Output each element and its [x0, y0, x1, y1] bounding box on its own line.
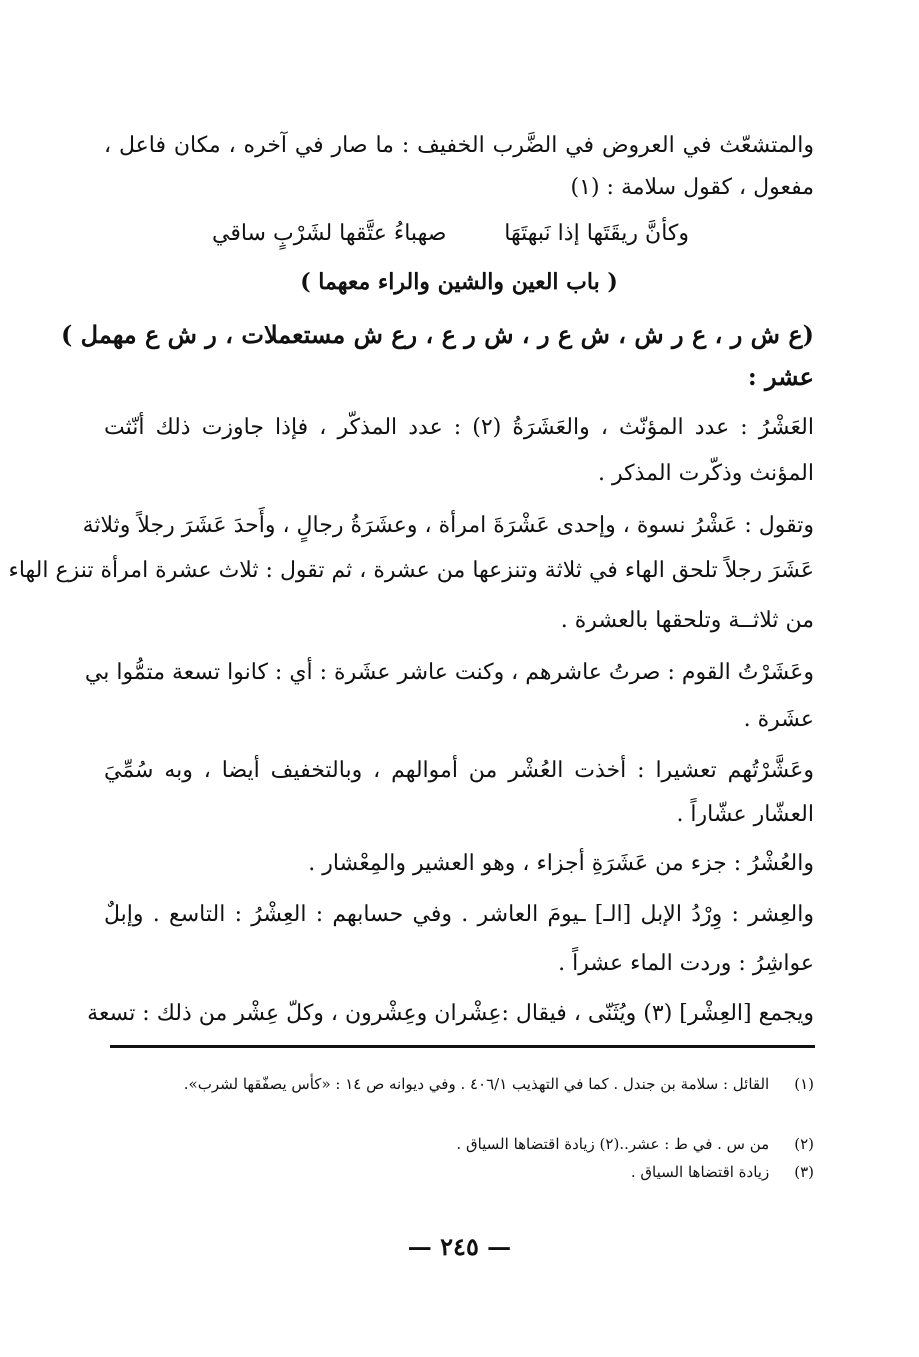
text-line: والمتشعّث في العروض في الضَّرب الخفيف : ما صار في آخره ، مكان فاعل ،	[104, 133, 814, 158]
text-line: ويجمع [العِشْر] (٣) ويُثَنّى ، فيقال :عِشْران وعِشْرون ، وكلّ عِشْر من ذلك : تسعة	[87, 1001, 814, 1026]
roots-line: (ع ش ر ، ع ر ش ، ش ع ر ، ش ر ع ، رع ش مستعملات ، ر ش ع مهمل )	[60, 320, 814, 349]
text-line: من ثلاثــة وتلحقها بالعشرة .	[560, 608, 814, 633]
footnote-text: من س . في ط : عشر..(٢) زيادة اقتضاها السياق .	[456, 1135, 770, 1153]
text-line: العشّار عشّاراً .	[676, 802, 814, 827]
footnote-number: (١)	[794, 1075, 814, 1093]
text-line: العَشْرُ : عدد المؤنّث ، والعَشَرَةُ (٢) : عدد المذكّر ، فإذا جاوزت ذلك أنّثت	[104, 415, 814, 440]
entry-heading: عشر :	[747, 362, 814, 391]
footnote-text: زيادة اقتضاها السياق .	[630, 1163, 770, 1181]
footnote-number: (٢)	[794, 1135, 814, 1153]
footnote-1	[104, 1072, 814, 1096]
footnote-text: القائل : سلامة بن جندل . كما في التهذيب ٤٠٦/١ . وفي ديوانه ص ١٤ : «كأس يصفّقها لشرب».	[183, 1075, 770, 1093]
text-line: عشَرة .	[743, 707, 814, 732]
page-number: — ٢٤٥ —	[407, 1232, 512, 1261]
text-line: المؤنث وذكّرت المذكر .	[597, 461, 814, 486]
text-line: وعَشَرْتُ القوم : صرتُ عاشرهم ، وكنت عاشر عشَرة : أي : كانوا تسعة متمُّوا بي	[84, 660, 814, 685]
footnote-3	[104, 1160, 814, 1184]
text-line: وعَشَّرْتُهم تعشيرا : أخذت العُشْر من أموالهم ، وبالتخفيف أيضا ، وبه سُمِّيَ	[104, 758, 814, 783]
text-line: عَشَرَ رجلاً تلحق الهاء في ثلاثة وتنزعها من عشرة ، ثم تقول : ثلاث عشرة امرأة تنزع الهاء	[8, 558, 814, 583]
text-line: عواشِرُ : وردت الماء عشراً .	[558, 951, 814, 976]
text-line: وتقول : عَشْرُ نسوة ، وإحدى عَشْرَةَ امرأة ، وعشَرَةُ رجالٍ ، وأَحدَ عَشَرَ رجلاً وثلاثة	[82, 513, 814, 538]
verse-hemistich-left: صهباءُ عتَّقها لشَرْبٍ ساقي	[212, 221, 447, 246]
chapter-title: ( باب العين والشين والراء معهما )	[300, 269, 618, 295]
footnote-separator	[110, 1045, 815, 1048]
verse-hemistich-right: وكأنَّ ريقَتَها إذا نَبهتَهَا	[504, 221, 689, 246]
footnote-number: (٣)	[794, 1163, 814, 1181]
text-line: والعِشر : وِرْدُ الإبل [الـ] ـيومَ العاشر . وفي حسابهم : العِشْرُ : التاسع . وإبلٌ	[104, 902, 814, 927]
footnote-2	[104, 1132, 814, 1156]
text-line: مفعول ، كقول سلامة : (١)	[570, 175, 814, 200]
text-line: والعُشْرُ : جزء من عَشَرَةِ أجزاء ، وهو العشير والمِعْشار .	[308, 851, 814, 876]
